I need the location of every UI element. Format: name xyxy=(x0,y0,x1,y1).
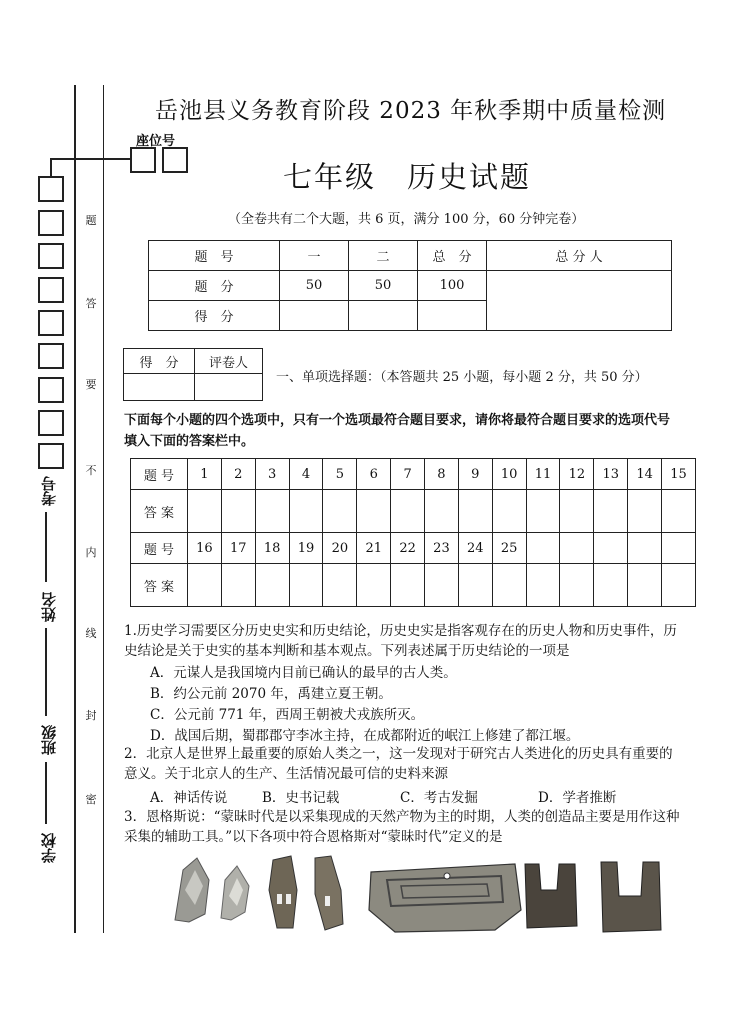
question-number-cell xyxy=(560,533,594,564)
question-number-cell: 14 xyxy=(628,459,662,490)
binding-line-outer xyxy=(74,85,76,933)
answer-cell[interactable] xyxy=(526,490,560,533)
answer-cell[interactable] xyxy=(458,564,492,607)
answer-cell[interactable] xyxy=(289,564,323,607)
seal-char: 题 xyxy=(85,214,97,227)
question-1-stem: 1.历史学习需要区分历史史实和历史结论，历史史实是指客观存在的历史人物和历史事件，历史结论是关于史实的基本判断和基本观点。下列表述属于历史结论的一项是 xyxy=(124,623,677,659)
exam-number-box[interactable] xyxy=(38,277,64,303)
answer-row-label: 答 案 xyxy=(131,490,188,533)
answer-cell[interactable] xyxy=(425,490,459,533)
score-header: 二 xyxy=(349,241,418,271)
exam-title: 岳池县义务教育阶段 2023 年秋季期中质量检测 xyxy=(155,98,667,124)
answer-cell[interactable] xyxy=(560,490,594,533)
answer-cell[interactable] xyxy=(594,564,628,607)
grader-score-cell[interactable] xyxy=(124,374,195,401)
question-number-cell xyxy=(628,533,662,564)
score-header: 题 号 xyxy=(149,241,280,271)
exam-number-box[interactable] xyxy=(38,176,64,202)
answer-row-label: 答 案 xyxy=(131,564,188,607)
answer-cell[interactable] xyxy=(628,490,662,533)
question-number-cell: 20 xyxy=(323,533,357,564)
question-number-cell: 11 xyxy=(526,459,560,490)
score-value: 100 xyxy=(418,271,487,301)
answer-cell[interactable] xyxy=(221,490,255,533)
score-row-label: 题 分 xyxy=(149,271,280,301)
question-number-cell: 16 xyxy=(188,533,222,564)
answer-cell[interactable] xyxy=(628,564,662,607)
seat-label: 座位号 xyxy=(136,134,176,149)
question-number-cell: 18 xyxy=(255,533,289,564)
seat-connector-v xyxy=(50,158,52,176)
jade-ornament-image xyxy=(369,864,521,932)
question-number-cell: 22 xyxy=(391,533,425,564)
seal-char: 封 xyxy=(85,709,97,722)
exam-number-box[interactable] xyxy=(38,343,64,369)
score-table xyxy=(148,240,672,331)
question-number-cell: 17 xyxy=(221,533,255,564)
exam-number-box[interactable] xyxy=(38,410,64,436)
seal-char: 不 xyxy=(85,464,97,477)
seal-char: 答 xyxy=(85,297,97,310)
score-header: 总 分 xyxy=(418,241,487,271)
score-got-cell[interactable] xyxy=(280,301,349,331)
name-label: 姓名 xyxy=(40,592,58,622)
answer-cell[interactable] xyxy=(255,564,289,607)
section-instruction: 下面每个小题的四个选项中，只有一个选项最符合题目要求，请你将最符合题目要求的选项代号填入下面的答案栏中。 xyxy=(124,413,671,449)
question-number-cell: 12 xyxy=(560,459,594,490)
section-title: 一、单项选择题：（本答题共 25 小题，每小题 2 分，共 50 分） xyxy=(276,370,648,385)
class-label: 班级 xyxy=(40,725,58,755)
stone-tool-image xyxy=(175,858,249,922)
question-number-cell: 5 xyxy=(323,459,357,490)
answer-row-label: 题 号 xyxy=(131,459,188,490)
answer-cell[interactable] xyxy=(357,490,391,533)
question-number-cell: 7 xyxy=(391,459,425,490)
subject-title: 七年级 历史试题 xyxy=(283,160,532,194)
score-got-cell[interactable] xyxy=(349,301,418,331)
seat-connector-h xyxy=(50,158,130,160)
question-number-cell: 4 xyxy=(289,459,323,490)
question-number-cell: 19 xyxy=(289,533,323,564)
question-number-cell: 6 xyxy=(357,459,391,490)
exam-info: （全卷共有二个大题，共 6 页，满分 100 分，60 分钟完卷） xyxy=(228,212,585,227)
score-value: 50 xyxy=(349,271,418,301)
grader-box xyxy=(123,348,263,401)
exam-number-box[interactable] xyxy=(38,310,64,336)
score-value: 50 xyxy=(280,271,349,301)
name-line[interactable] xyxy=(45,628,47,716)
question-number-cell: 9 xyxy=(458,459,492,490)
answer-cell[interactable] xyxy=(492,490,526,533)
answer-cell[interactable] xyxy=(357,564,391,607)
grader-name-label: 评卷人 xyxy=(195,349,263,374)
question-3-stem: 3．恩格斯说：“蒙昧时代是以采集现成的天然产物为主的时期，人类的创造品主要是用作这种采集的辅助工具。”以下各项中符合恩格斯对“蒙昧时代”定义的是 xyxy=(124,809,680,845)
answer-cell[interactable] xyxy=(323,490,357,533)
score-got-cell[interactable] xyxy=(418,301,487,331)
answer-row-label: 题 号 xyxy=(131,533,188,564)
question-number-cell xyxy=(594,533,628,564)
question-number-cell: 1 xyxy=(188,459,222,490)
answer-cell[interactable] xyxy=(221,564,255,607)
answer-cell[interactable] xyxy=(560,564,594,607)
binding-line-inner xyxy=(103,85,104,933)
answer-cell[interactable] xyxy=(458,490,492,533)
question-number-cell: 23 xyxy=(425,533,459,564)
seal-char: 线 xyxy=(85,627,97,640)
question-number-cell xyxy=(662,533,696,564)
class-line[interactable] xyxy=(45,762,47,824)
exam-number-box[interactable] xyxy=(38,210,64,236)
seat-box-1[interactable] xyxy=(130,147,156,173)
question-2-stem: 2．北京人是世界上最重要的原始人类之一，这一发现对于研究古人类进化的历史具有重要的意义。关于北京人的生产、生活情况最可信的史料来源 xyxy=(124,746,673,782)
question-1-option-c: C．公元前 771 年，西周王朝被犬戎族所灭。 xyxy=(150,707,425,723)
seat-box-2[interactable] xyxy=(162,147,188,173)
question-2-option-c: C．考古发掘 xyxy=(400,790,478,806)
school-label: 学校 xyxy=(40,833,58,863)
question-2-option-a: A．神话传说 xyxy=(150,790,228,806)
answer-cell[interactable] xyxy=(391,490,425,533)
answer-cell[interactable] xyxy=(255,490,289,533)
question-number-cell: 21 xyxy=(357,533,391,564)
question-number-cell: 2 xyxy=(221,459,255,490)
answer-cell[interactable] xyxy=(323,564,357,607)
question-number-cell xyxy=(526,533,560,564)
answer-cell[interactable] xyxy=(662,490,696,533)
answer-cell[interactable] xyxy=(391,564,425,607)
grader-score-label: 得 分 xyxy=(124,349,195,374)
question-number-cell: 25 xyxy=(492,533,526,564)
grader-total-cell[interactable] xyxy=(487,271,672,331)
score-row-label: 得 分 xyxy=(149,301,280,331)
question-number-cell: 10 xyxy=(492,459,526,490)
question-number-cell: 8 xyxy=(425,459,459,490)
answer-cell[interactable] xyxy=(425,564,459,607)
question-1-option-d: D．战国后期，蜀郡郡守李冰主持，在成都附近的岷江上修建了都江堰。 xyxy=(150,728,580,744)
question-2-option-d: D．学者推断 xyxy=(538,790,617,806)
artifact-images xyxy=(165,850,677,940)
exam-number-label: 考号 xyxy=(40,476,58,506)
exam-number-box[interactable] xyxy=(38,243,64,269)
answer-cell[interactable] xyxy=(594,490,628,533)
score-header: 总 分 人 xyxy=(487,241,672,271)
exam-number-line[interactable] xyxy=(45,512,47,582)
question-number-cell: 15 xyxy=(662,459,696,490)
answer-cell[interactable] xyxy=(188,564,222,607)
question-1-option-a: A．元谋人是我国境内目前已确认的最早的古人类。 xyxy=(150,665,457,681)
exam-number-box[interactable] xyxy=(38,443,64,469)
answer-cell[interactable] xyxy=(662,564,696,607)
answer-cell[interactable] xyxy=(492,564,526,607)
question-number-cell: 13 xyxy=(594,459,628,490)
grader-name-cell[interactable] xyxy=(195,374,263,401)
answer-table xyxy=(130,458,696,607)
answer-cell[interactable] xyxy=(526,564,560,607)
question-number-cell: 3 xyxy=(255,459,289,490)
question-1-option-b: B．约公元前 2070 年，禹建立夏王朝。 xyxy=(150,686,392,702)
seal-char: 要 xyxy=(85,378,97,391)
answer-cell[interactable] xyxy=(188,490,222,533)
question-2-option-b: B．史书记载 xyxy=(262,790,340,806)
bronze-tool-image xyxy=(525,862,661,932)
answer-cell[interactable] xyxy=(289,490,323,533)
exam-number-box[interactable] xyxy=(38,377,64,403)
bone-spade-image xyxy=(269,856,343,930)
question-number-cell: 24 xyxy=(458,533,492,564)
seal-char: 内 xyxy=(85,546,97,559)
seal-char: 密 xyxy=(85,793,97,806)
score-header: 一 xyxy=(280,241,349,271)
